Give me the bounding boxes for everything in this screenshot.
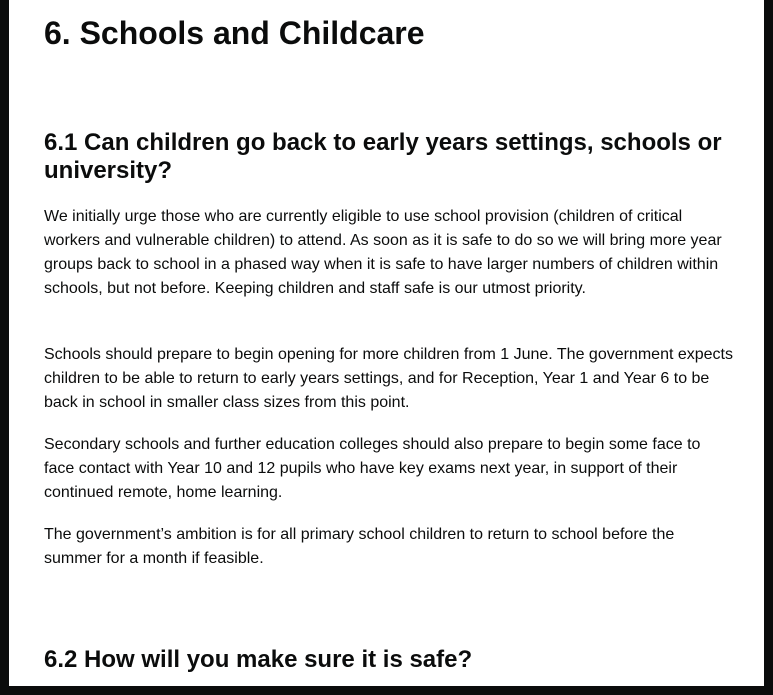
page-title: 6. Schools and Childcare — [44, 15, 425, 51]
paragraph: Schools should prepare to begin opening for more children from 1 June. The government expects children to be able to return to early years settings, and for Reception, Year 1 and Year 6 to be back in school in smaller class sizes from this point. — [44, 346, 733, 411]
section-heading-6-1: 6.1 Can children go back to early years settings, schools or university? — [44, 129, 722, 184]
paragraph: The government’s ambition is for all primary school children to return to school before the summer for a month if feasible. — [44, 526, 675, 567]
paragraph: We initially urge those who are currently eligible to use school provision (children of critical workers and vulnerable children) to attend. As soon as it is safe to do so we will bring more year groups back to school in a phased way when it is safe to have larger numbers of children within schools, but not before. Keeping children and staff safe is our utmost priority. — [44, 208, 722, 297]
paragraph: Secondary schools and further education colleges should also prepare to begin some face to face contact with Year 10 and 12 pupils who have key exams next year, in support of their continued remote, home learning. — [44, 436, 701, 501]
document-page — [9, 0, 764, 686]
section-heading-6-2: 6.2 How will you make sure it is safe? — [44, 646, 473, 673]
